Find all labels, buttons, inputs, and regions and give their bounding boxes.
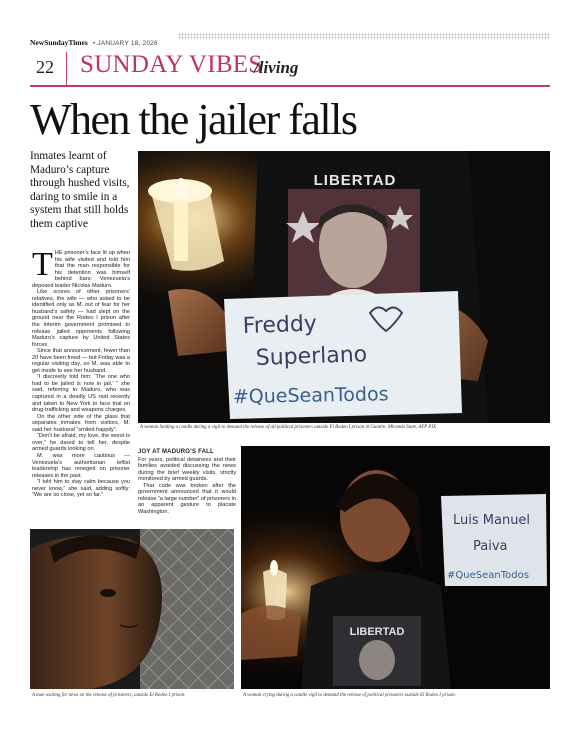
paragraph: For years, political detainees and their families avoided discussing the news during the brief weekly visits, strictly monitored by armed guards. — [138, 456, 236, 483]
sign-text: Luis Manuel — [453, 513, 531, 528]
header-rule — [30, 85, 550, 87]
headline: When the jailer falls — [30, 95, 357, 144]
waiting-man-illustration — [30, 529, 234, 689]
section-title: SUNDAY VIBES — [80, 51, 263, 78]
issue-date: • JANUARY 18, 2026 — [92, 40, 158, 47]
paragraph: M. was more cautious — Venezuela’s authoritarian leftist leadership has reneged on prisoner releases in the past. — [32, 452, 130, 479]
paragraph: “Don’t be afraid, my love, the worst is over,” he dared to tell her, despite armed guards looking on. — [32, 433, 130, 453]
paragraph: “I told him to stay calm because you never know,” she said, adding softly: “We are so close, yet so far.” — [32, 479, 130, 499]
sign-hashtag: #QueSeanTodos — [232, 383, 389, 408]
shirt-text: LIBERTAD — [349, 626, 405, 638]
man-photo-caption: A man waiting for news on the release of prisoners, outside El Rodeo I prison. — [32, 693, 186, 698]
shirt-text: LIBERTAD — [313, 172, 397, 189]
paragraph: That code was broken after the government announced that it would release “a large number” of prisoners in an apparent gesture to placate Washington. — [138, 482, 236, 515]
sign-hashtag: #QueSeanTodos — [447, 570, 529, 581]
main-photo — [138, 151, 550, 423]
subheading: JOY AT MADURO’S FALL — [138, 449, 214, 455]
paragraph: Like scores of other prisoners’ relatives, the wife — who asked to be identified only as M. out of fear for her husband’s safety — had slept on the ground near the Rodeo I prison after the interim government promised to release jailed opponents following Maduro’s capture by United States forces. — [32, 289, 130, 348]
newspaper-name: NewSundayTimes — [30, 38, 88, 47]
drop-cap: T — [32, 246, 53, 283]
paragraph: “I discreetly told him: ‘The one who had to be jailed is now in jail,’ ” she said, referring to Maduro, who was captured in a deadly US raid recently and taken to New York to face trial on drug-trafficking and weapons charges. — [32, 374, 130, 414]
man-photo — [30, 529, 234, 689]
article-body — [32, 246, 130, 499]
sign-text: Superlano — [255, 342, 368, 371]
subsection-title: /living — [254, 58, 299, 77]
paragraph: Since that announcement, fewer than 20 have been freed — but Friday was a regular visiting day, so M. was able to get inside to see her husband. — [32, 348, 130, 374]
dot-pattern — [178, 33, 550, 40]
masthead — [30, 30, 550, 47]
page-number: 22 — [36, 57, 54, 77]
main-photo-caption: A woman holding a candle during a vigil to demand the release of all political prisoners outside El Rodeo I prison in Guatire, Miranda State. AFP PIX — [140, 425, 437, 430]
sign-text: Paiva — [473, 539, 508, 554]
woman-photo — [241, 446, 550, 689]
paragraph: THE prisoner’s face lit up when his wife visited and told him that the man responsible for his detention was himself behind bars: Venezuela’s deposed leader Nicolas Maduro. — [32, 246, 130, 289]
header-divider — [66, 52, 67, 86]
sign-text: Freddy — [242, 311, 318, 339]
vigil-photo-illustration — [138, 151, 550, 423]
paragraph: On the other side of the glass that separates inmates from visitors, M. said her husband “smiled happily”. — [32, 413, 130, 433]
crying-woman-illustration — [241, 446, 550, 689]
woman-photo-caption: A woman crying during a candle vigil to demand the release of political prisoners outside El Rodeo I prison. — [243, 693, 456, 698]
article-body-col2 — [138, 449, 236, 515]
standfirst: Inmates learnt of Maduro’s capture through hushed visits, daring to smile in a system that still holds them captive — [30, 150, 130, 230]
